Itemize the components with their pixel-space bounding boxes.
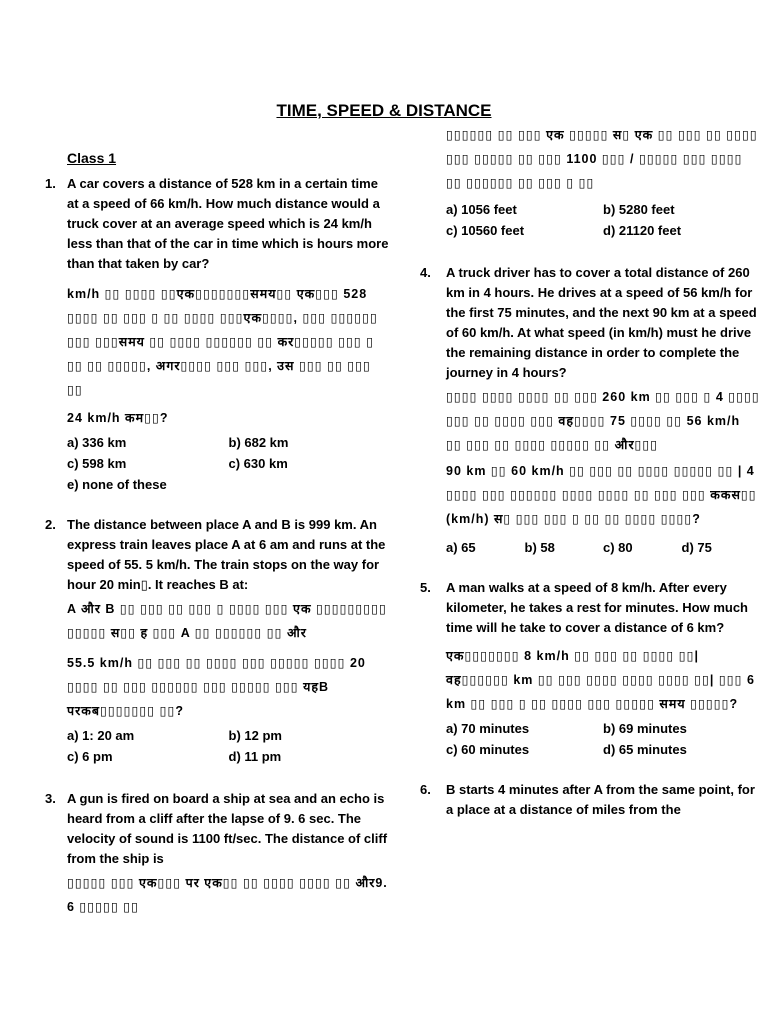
page-title: TIME, SPEED & DISTANCE bbox=[276, 101, 492, 120]
option-d: d) 65 minutes bbox=[603, 742, 687, 757]
question-5 bbox=[420, 578, 760, 760]
class-heading: Class 1 bbox=[67, 150, 117, 166]
question-text-en: The distance between place A and B is 999 km. An express train leaves place A at 6 am and runs at the speed of 55. 5 km/h. The train stops on the way for hour 20 min▯. It reaches B at: bbox=[67, 517, 386, 592]
option-a: a) 1056 feet bbox=[446, 202, 517, 217]
question-1 bbox=[45, 174, 390, 495]
option-b: b) 58 bbox=[524, 540, 555, 555]
question-text-en: A car covers a distance of 528 km in a certain time at a speed of 66 km/h. How much distance would a truck cover at an average speed which is 24 km/h less than that of the car in time which is hours more than that taken by car? bbox=[67, 176, 389, 271]
option-c: c) 80 bbox=[603, 540, 633, 555]
option-b: b) 69 minutes bbox=[603, 721, 687, 736]
option-c: c) 598 km bbox=[67, 456, 127, 471]
question-text-en: A truck driver has to cover a total distance of 260 km in 4 hours. He drives at a speed of 56 km/h for the first 75 minutes, and the next 90 km at a speed of 60 km/h. At what speed (in km/h) must he drive the remaining distance in order to complete the journey in 4 hours? bbox=[446, 265, 757, 380]
option-b: b) 5280 feet bbox=[603, 202, 675, 217]
question-number: 6. bbox=[420, 782, 431, 797]
options bbox=[446, 718, 760, 760]
option-e: e) none of these bbox=[67, 477, 167, 492]
question-text-hi-2: 90 km ▯▯ 60 km/h ▯▯ ▯▯▯ ▯▯ ▯▯▯▯ ▯▯▯▯▯ ▯▯ | 4 ▯▯▯▯ ▯▯▯ ▯▯▯▯▯▯ ▯▯▯▯ ▯▯▯▯ ▯▯ ▯▯▯ ▯▯▯ ककस▯▯ (km/h) स▯ ▯▯▯ ▯▯▯ ▯ ▯▯ ▯▯ ▯▯▯▯ ▯▯▯▯? bbox=[446, 464, 757, 526]
options bbox=[446, 199, 760, 241]
option-d: c) 630 km bbox=[228, 456, 288, 471]
option-c: c) 60 minutes bbox=[446, 742, 530, 757]
question-text-hi: ▯▯▯▯▯ ▯▯▯ एक▯▯▯ पर एक▯▯ ▯▯ ▯▯▯▯ ▯▯▯▯ ▯▯ और9. 6 ▯▯▯▯▯ ▯▯ bbox=[67, 876, 388, 914]
question-text-hi: km/h ▯▯ ▯▯▯▯ ▯▯एक▯▯▯▯▯▯▯समय▯▯ एक▯▯▯ 528 ▯▯▯▯ ▯▯ ▯▯▯ ▯ ▯▯ ▯▯▯▯ ▯▯▯एक▯▯▯▯, ▯▯▯ ▯▯▯▯▯▯ ▯▯▯ ▯▯▯समय ▯▯ ▯▯▯▯ ▯▯▯▯▯▯ ▯▯ कर▯▯▯▯▯ ▯▯▯ ▯ ▯▯ ▯▯ ▯▯▯▯▯, अगर▯▯▯▯ ▯▯▯ ▯▯▯, उस ▯▯▯ ▯▯ ▯▯▯ ▯▯ bbox=[67, 287, 378, 397]
option-d: d) 11 pm bbox=[228, 749, 282, 764]
option-a: a) 65 bbox=[446, 540, 476, 555]
question-text-hi: एक▯▯▯▯▯▯▯ 8 km/h ▯▯ ▯▯▯ ▯▯ ▯▯▯▯ ▯▯| वह▯▯▯▯▯▯ km ▯▯ ▯▯▯ ▯▯▯▯ ▯▯▯▯ ▯▯▯▯ ▯▯| ▯▯▯ 6 km ▯▯ ▯▯▯ ▯ ▯▯ ▯▯▯▯ ▯▯▯ ▯▯▯▯▯ समय ▯▯▯▯▯? bbox=[446, 649, 755, 711]
question-number: 3. bbox=[45, 791, 56, 806]
question-6 bbox=[420, 780, 760, 820]
question-text-hi-2: 24 km/h कम▯▯? bbox=[67, 411, 169, 425]
option-a: a) 336 km bbox=[67, 435, 127, 450]
option-a: a) 1: 20 am bbox=[67, 728, 135, 743]
question-text-en: A gun is fired on board a ship at sea and an echo is heard from a cliff after the lapse of 9. 6 sec. The velocity of sound is 1100 ft/sec. The distance of cliff from the ship is bbox=[67, 791, 388, 866]
question-text-hi: A और B ▯▯ ▯▯▯ ▯▯ ▯▯▯ ▯ ▯▯▯▯ ▯▯▯ एक ▯▯▯▯▯▯▯▯▯ ▯▯▯▯▯ स▯▯ ह ▯▯▯ A ▯▯ ▯▯▯▯▯▯ ▯▯ और bbox=[67, 602, 387, 640]
question-text-hi-continued: ▯▯▯▯▯▯ ▯▯ ▯▯▯ एक ▯▯▯▯▯ स▯ एक ▯▯ ▯▯▯ ▯▯ ▯▯▯▯ ▯▯▯ ▯▯▯▯▯ ▯▯ ▯▯▯ 1100 ▯▯▯ / ▯▯▯▯▯ ▯▯▯ ▯▯▯▯ ▯▯ ▯▯▯▯▯▯ ▯▯ ▯▯▯ ▯ ▯▯ bbox=[446, 128, 758, 190]
question-4 bbox=[420, 263, 760, 558]
options bbox=[446, 537, 760, 558]
right-column bbox=[420, 121, 760, 834]
question-number: 1. bbox=[45, 176, 56, 191]
option-b: b) 12 pm bbox=[228, 728, 282, 743]
question-text-en: A man walks at a speed of 8 km/h. After every kilometer, he takes a rest for minutes. How much time will he take to cover a distance of 6 km? bbox=[446, 580, 748, 635]
left-column bbox=[45, 148, 390, 933]
question-3-continued bbox=[420, 123, 760, 241]
option-c: c) 6 pm bbox=[67, 749, 113, 764]
option-d: d) 21120 feet bbox=[603, 223, 682, 238]
options bbox=[67, 432, 390, 495]
question-text-hi: ▯▯▯▯ ▯▯▯▯ ▯▯▯▯ ▯▯ ▯▯▯ 260 km ▯▯ ▯▯▯ ▯ 4 ▯▯▯▯ ▯▯▯ ▯▯ ▯▯▯▯ ▯▯▯ वह▯▯▯▯ 75 ▯▯▯▯ ▯▯ 56 km/h ▯▯ ▯▯▯ ▯▯ ▯▯▯▯ ▯▯▯▯▯ ▯▯ और▯▯▯ bbox=[446, 390, 760, 452]
option-c: c) 10560 feet bbox=[446, 223, 525, 238]
question-text-hi-2: 55.5 km/h ▯▯ ▯▯▯ ▯▯ ▯▯▯▯ ▯▯▯ ▯▯▯▯▯ ▯▯▯▯ 20 ▯▯▯▯ ▯▯ ▯▯▯ ▯▯▯▯▯▯ ▯▯▯ ▯▯▯▯▯ ▯▯▯ यहB परकब▯▯▯▯▯▯▯ ▯▯? bbox=[67, 656, 366, 718]
question-number: 5. bbox=[420, 580, 431, 595]
question-3 bbox=[45, 789, 390, 919]
question-2 bbox=[45, 515, 390, 767]
options bbox=[67, 725, 390, 767]
option-a: a) 70 minutes bbox=[446, 721, 530, 736]
question-number: 2. bbox=[45, 517, 56, 532]
option-b: b) 682 km bbox=[228, 435, 289, 450]
question-number: 4. bbox=[420, 265, 431, 280]
question-text-en: B starts 4 minutes after A from the same point, for a place at a distance of miles from the bbox=[446, 782, 755, 817]
option-d: d) 75 bbox=[681, 540, 712, 555]
